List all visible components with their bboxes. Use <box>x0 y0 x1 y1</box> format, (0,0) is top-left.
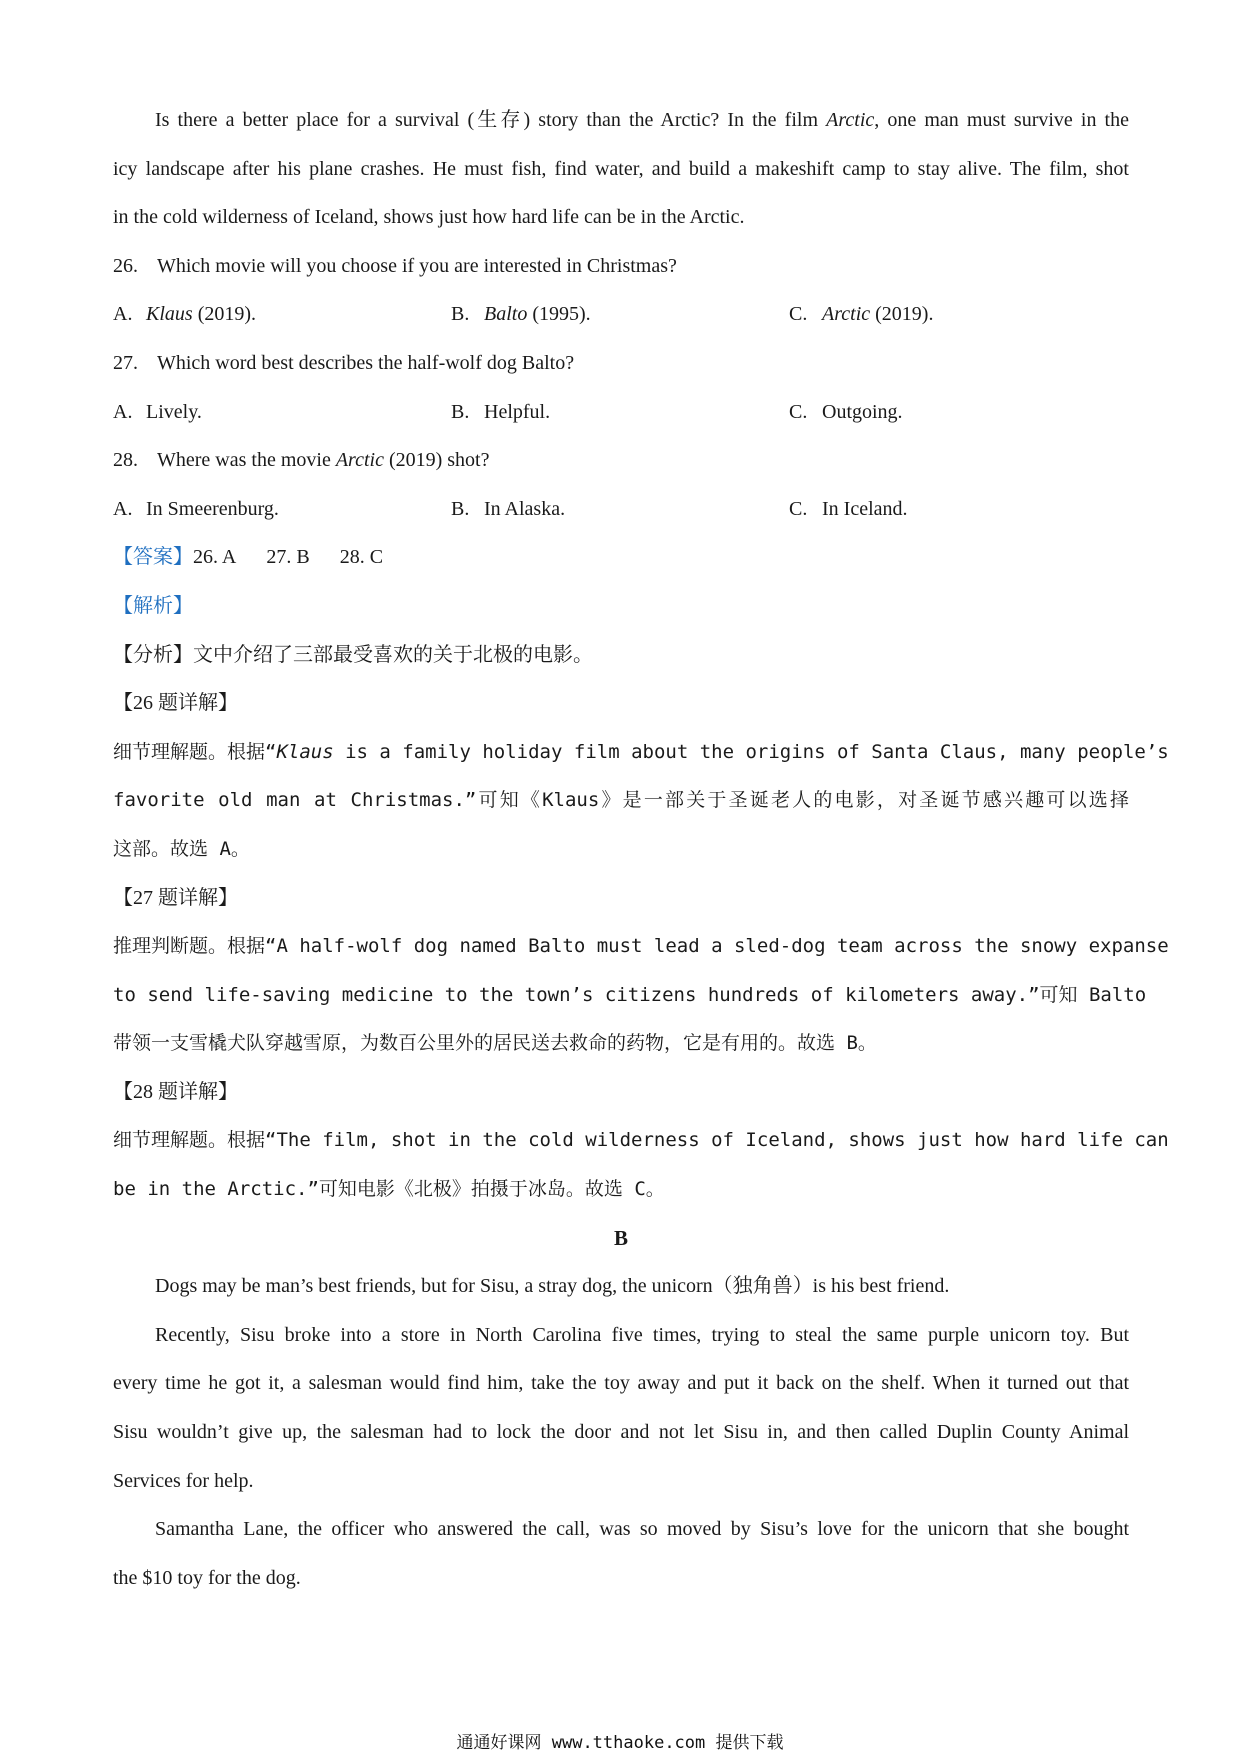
page-footer: 通通好课网 www.tthaoke.com 提供下载 <box>456 1733 784 1753</box>
option-letter: B. <box>451 497 470 520</box>
detail-line: 这部。故选 A。 <box>113 837 250 860</box>
answer-line <box>113 533 1129 582</box>
passage-line: Dogs may be man’s best friends, but for Sisu, a stray dog, the unicorn（独角兽）is his best friend. <box>155 1275 950 1298</box>
film-title: Arctic <box>826 109 875 131</box>
option-text: (1995). <box>527 303 591 326</box>
option-letter: B. <box>451 303 470 326</box>
option-text: In Alaska. <box>484 497 566 520</box>
passage-line <box>113 96 1129 145</box>
passage-line: Recently, Sisu broke into a store in North Carolina five times, trying to steal the same purple unicorn toy. But <box>155 1323 1129 1346</box>
section-title: B <box>613 1225 628 1250</box>
passage-line: every time he got it, a salesman would find him, take the toy away and put it back on the shelf. When it turned out that <box>113 1372 1129 1395</box>
option-a[interactable] <box>113 290 451 339</box>
option-c[interactable] <box>789 485 1127 534</box>
option-text: Helpful. <box>484 400 551 423</box>
option-letter: C. <box>789 303 808 326</box>
question-26 <box>113 242 1129 291</box>
answer-tag: 【答案】 <box>113 546 193 569</box>
passage-line: Services for help. <box>113 1469 254 1492</box>
detail-line: favorite old man at Christmas.”可知《Klaus》是一部关于圣诞老人的电影，对圣诞节感兴趣可以选择 <box>113 789 1129 812</box>
option-letter: B. <box>451 400 470 423</box>
option-italic: Klaus <box>146 303 193 326</box>
option-letter: A. <box>113 400 133 423</box>
option-a[interactable] <box>113 388 451 437</box>
question-text: Which movie will you choose if you are interested in Christmas? <box>157 254 677 277</box>
option-b[interactable] <box>451 485 789 534</box>
option-letter: A. <box>113 303 133 326</box>
passage-line: icy landscape after his plane crashes. He must fish, find water, and build a makeshift camp to stay alive. The film, shot <box>113 157 1129 180</box>
film-title: Klaus <box>276 740 334 763</box>
question-text: Which word best describes the half-wolf dog Balto? <box>157 351 575 374</box>
answer-item: 26. A <box>193 546 237 569</box>
text-span: is a family holiday film about the origins of Santa Claus, many people’s <box>333 740 1169 763</box>
option-letter: C. <box>789 497 808 520</box>
question-text: (2019) shot? <box>383 449 490 472</box>
option-letter: A. <box>113 497 133 520</box>
detail-line: to send life-saving medicine to the town’s citizens hundreds of kilometers away.”可知 Balto <box>113 983 1147 1006</box>
question-27 <box>113 339 1129 388</box>
passage-line: in the cold wilderness of Iceland, shows just how hard life can be in the Arctic. <box>113 206 745 229</box>
option-text: (2019). <box>870 303 934 326</box>
detail-line: be in the Arctic.”可知电影《北极》拍摄于冰岛。故选 C。 <box>113 1178 665 1201</box>
analysis-summary: 【分析】文中介绍了三部最受喜欢的关于北极的电影。 <box>113 643 593 666</box>
text-span: , one man must survive in the <box>874 109 1129 131</box>
question-text: Where was the movie <box>157 449 336 472</box>
options-28 <box>113 485 1129 534</box>
question-28 <box>113 436 1129 485</box>
option-c[interactable] <box>789 388 1127 437</box>
option-b[interactable] <box>451 388 789 437</box>
passage-line: the $10 toy for the dog. <box>113 1566 301 1589</box>
text-span: Is there a better place for a survival (生存) story than the Arctic? In the film <box>155 109 827 131</box>
answer-item: 27. B <box>266 546 310 569</box>
detail-line: 推理判断题。根据“A half-wolf dog named Balto must lead a sled-dog team across the snowy expanse <box>113 935 1169 958</box>
answer-item: 28. C <box>339 546 384 569</box>
question-number: 26. <box>113 254 138 277</box>
option-b[interactable] <box>451 290 789 339</box>
detail-head-27: 【27 题详解】 <box>113 886 238 909</box>
detail-head-26: 【26 题详解】 <box>113 692 238 715</box>
analysis-tag: 【解析】 <box>113 594 193 617</box>
options-27 <box>113 388 1129 437</box>
document-page <box>113 96 1169 1602</box>
option-text: In Smeerenburg. <box>146 497 279 520</box>
option-italic: Balto <box>484 303 528 326</box>
detail-line: 细节理解题。根据“The film, shot in the cold wilderness of Iceland, shows just how hard life can <box>113 1129 1169 1152</box>
question-number: 28. <box>113 449 138 472</box>
text-span: 细节理解题。根据“ <box>113 740 277 763</box>
detail-line <box>113 728 1169 777</box>
option-text: (2019). <box>192 303 257 326</box>
option-a[interactable] <box>113 485 451 534</box>
options-26 <box>113 290 1129 339</box>
passage-line: Samantha Lane, the officer who answered the call, was so moved by Sisu’s love for the unicorn that she bought <box>155 1518 1129 1541</box>
option-text: Outgoing. <box>822 400 903 423</box>
passage-line: Sisu wouldn’t give up, the salesman had to lock the door and not let Sisu in, and then called Duplin County Animal <box>113 1421 1129 1444</box>
option-text: In Iceland. <box>822 497 908 520</box>
option-c[interactable] <box>789 290 1127 339</box>
film-title: Arctic <box>335 449 384 472</box>
question-number: 27. <box>113 351 138 374</box>
detail-head-28: 【28 题详解】 <box>113 1080 238 1103</box>
option-letter: C. <box>789 400 808 423</box>
detail-line: 带领一支雪橇犬队穿越雪原，为数百公里外的居民送去救命的药物，它是有用的。故选 B。 <box>113 1032 877 1055</box>
option-italic: Arctic <box>822 303 871 326</box>
option-text: Lively. <box>146 400 202 423</box>
